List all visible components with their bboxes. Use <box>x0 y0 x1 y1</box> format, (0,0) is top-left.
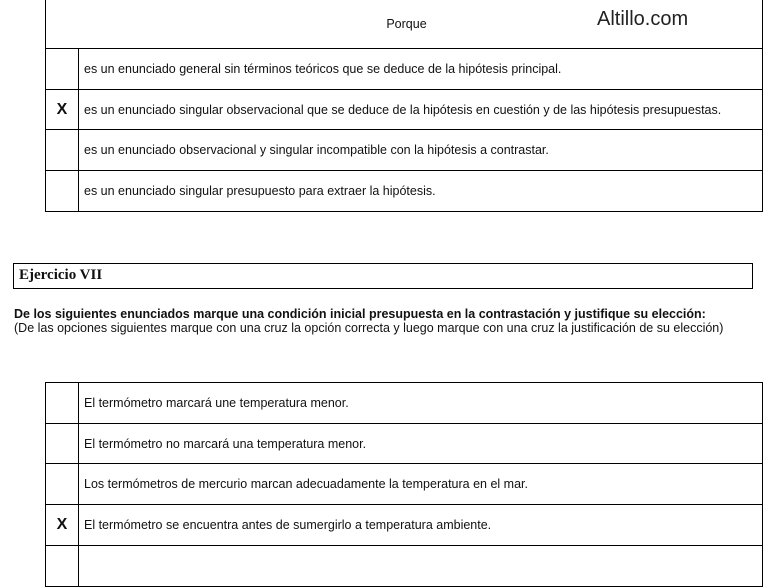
checkbox-cell[interactable] <box>46 424 79 464</box>
checkbox-cell[interactable] <box>46 464 79 505</box>
option-text: El termómetro se encuentra antes de sumergirlo a temperatura ambiente. <box>79 505 763 546</box>
checkbox-cell[interactable] <box>46 130 79 171</box>
option-row <box>46 546 763 587</box>
option-text: es un enunciado singular presupuesto para extraer la hipótesis. <box>79 171 763 212</box>
justification-table <box>45 0 763 212</box>
watermark-logo: Altillo.com <box>597 8 689 30</box>
exercise-heading-box <box>13 263 753 289</box>
checkbox-cell[interactable] <box>46 383 79 424</box>
checkbox-cell[interactable]: X <box>46 90 79 130</box>
option-text: es un enunciado general sin términos teóricos que se deduce de la hipótesis principal. <box>79 49 763 90</box>
justification-row <box>46 130 763 171</box>
option-text: El termómetro no marcará una temperatura menor. <box>79 424 763 464</box>
option-text: es un enunciado observacional y singular incompatible con la hipótesis a contrastar. <box>79 130 763 171</box>
option-text <box>79 546 763 587</box>
checkbox-cell[interactable] <box>46 546 79 587</box>
checkbox-cell[interactable]: X <box>46 505 79 546</box>
justification-header: Porque <box>46 0 763 49</box>
option-text: es un enunciado singular observacional que se deduce de la hipótesis en cuestión y de las hipótesis presupuestas. <box>79 90 763 130</box>
option-text: Los termómetros de mercurio marcan adecuadamente la temperatura en el mar. <box>79 464 763 505</box>
option-text: El termómetro marcará une temperatura menor. <box>79 383 763 424</box>
exercise-instruction-bold: De los siguientes enunciados marque una condición inicial presupuesta en la contrastación y justifique su elección: <box>14 307 706 321</box>
checkbox-cell[interactable] <box>46 49 79 90</box>
option-row <box>46 505 763 546</box>
exercise-title: Ejercicio VII <box>19 267 103 283</box>
justification-row <box>46 90 763 130</box>
justification-row <box>46 171 763 212</box>
options-table <box>45 382 763 587</box>
exercise-instruction: (De las opciones siguientes marque con una cruz la opción correcta y luego marque con una cruz la justificación de su elección) <box>14 321 724 335</box>
option-row <box>46 424 763 464</box>
option-row <box>46 383 763 424</box>
option-row <box>46 464 763 505</box>
justification-row <box>46 49 763 90</box>
checkbox-cell[interactable] <box>46 171 79 212</box>
